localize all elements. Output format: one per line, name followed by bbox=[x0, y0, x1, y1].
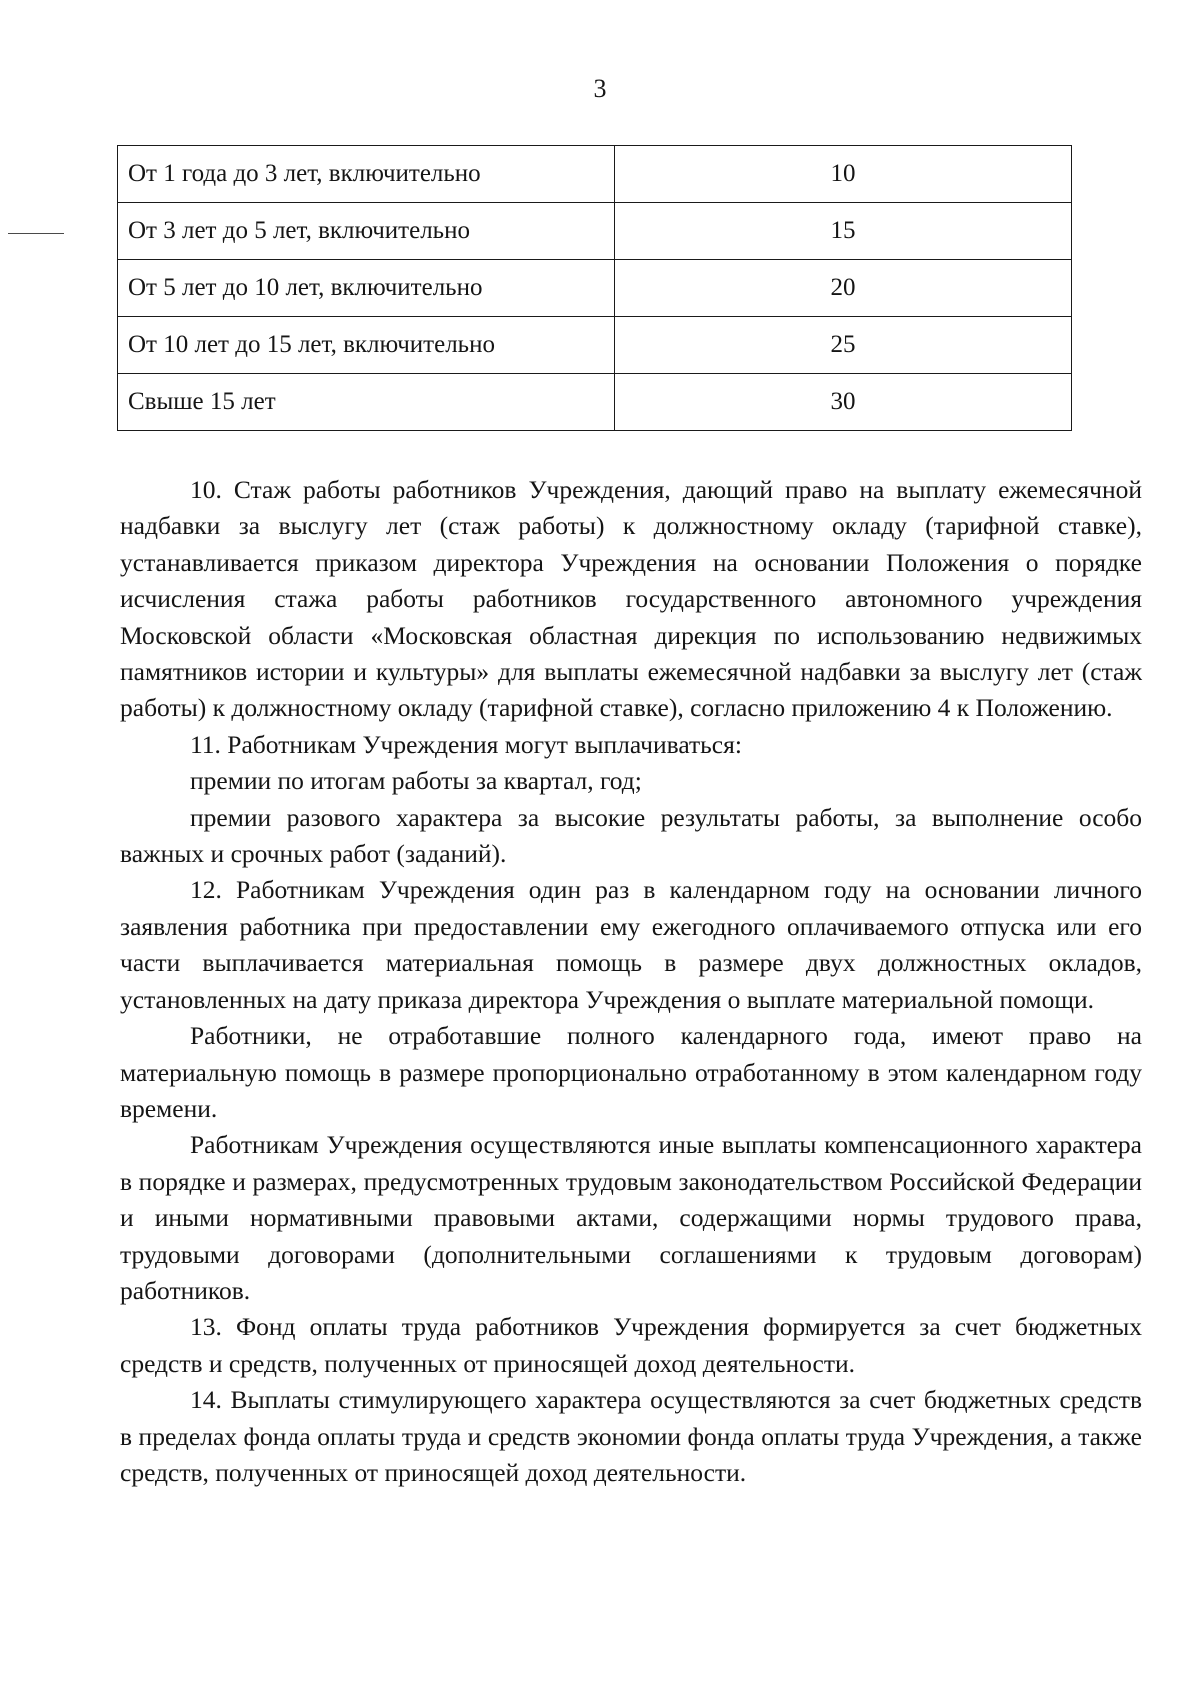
scan-margin-line bbox=[8, 233, 64, 234]
table-row bbox=[118, 203, 1072, 260]
table-row bbox=[118, 317, 1072, 374]
paragraph-partial-year: Работники, не отработавшие полного календарного года, имеют право на материальную помощь в размере пропорционально отработанному в этом календарном году времени. bbox=[120, 1021, 1142, 1123]
page-number: 3 bbox=[593, 74, 607, 103]
paragraph-12-financial-aid: 12. Работникам Учреждения один раз в календарном году на основании личного заявления работника при предоставлении ему ежегодного оплачиваемого отпуска или его части выплачивается материальная помощь в размере двух должностных окладов, установленных на дату приказа директора Учреждения о выплате материальной помощи. bbox=[120, 875, 1142, 1014]
table-cell-range: От 5 лет до 10 лет, включительно bbox=[118, 260, 615, 317]
table-cell-percent: 30 bbox=[615, 374, 1072, 431]
table-cell-range: От 3 лет до 5 лет, включительно bbox=[118, 203, 615, 260]
table-cell-percent: 20 bbox=[615, 260, 1072, 317]
document-body bbox=[120, 472, 1142, 1491]
table-cell-percent: 25 bbox=[615, 317, 1072, 374]
table-row bbox=[118, 146, 1072, 203]
list-item-quarterly-bonus: премии по итогам работы за квартал, год; bbox=[190, 766, 642, 796]
table-cell-percent: 15 bbox=[615, 203, 1072, 260]
paragraph-11-payments: 11. Работникам Учреждения могут выплачиваться: bbox=[190, 729, 742, 759]
list-item-one-time-bonus: премии разового характера за высокие результаты работы, за выполнение особо важных и срочных работ (заданий). bbox=[120, 802, 1142, 869]
table-row bbox=[118, 374, 1072, 431]
table-row bbox=[118, 260, 1072, 317]
table-cell-range: Свыше 15 лет bbox=[118, 374, 615, 431]
paragraph-compensation: Работникам Учреждения осуществляются иные выплаты компенсационного характера в порядке и размерах, предусмотренных трудовым законодательством Российской Федерации и иными нормативными правовыми актами, содержащими нормы трудового права, трудовыми договорами (дополнительными соглашениями к трудовым договорам) работников. bbox=[120, 1130, 1142, 1305]
table-cell-range: От 1 года до 3 лет, включительно bbox=[118, 146, 615, 203]
table-cell-percent: 10 bbox=[615, 146, 1072, 203]
paragraph-13-wage-fund: 13. Фонд оплаты труда работников Учреждения формируется за счет бюджетных средств и средств, полученных от приносящей доход деятельности. bbox=[120, 1312, 1142, 1378]
table-cell-range: От 10 лет до 15 лет, включительно bbox=[118, 317, 615, 374]
seniority-percent-table bbox=[117, 145, 1072, 431]
paragraph-10-seniority: 10. Стаж работы работников Учреждения, дающий право на выплату ежемесячной надбавки за выслугу лет (стаж работы) к должностному окладу (тарифной ставке), устанавливается приказом директора Учреждения на основании Положения о порядке исчисления стажа работы работников государственного автономного учреждения Московской области «Московская областная дирекция по использованию недвижимых памятников истории и культуры» для выплаты ежемесячной надбавки за выслугу лет (стаж работы) к должностному окладу (тарифной ставке), согласно приложению 4 к Положению. bbox=[120, 475, 1142, 723]
paragraph-14-incentives: 14. Выплаты стимулирующего характера осуществляются за счет бюджетных средств в пределах фонда оплаты труда и средств экономии фонда оплаты труда Учреждения, а также средств, полученных от приносящей доход деятельности. bbox=[120, 1385, 1142, 1487]
